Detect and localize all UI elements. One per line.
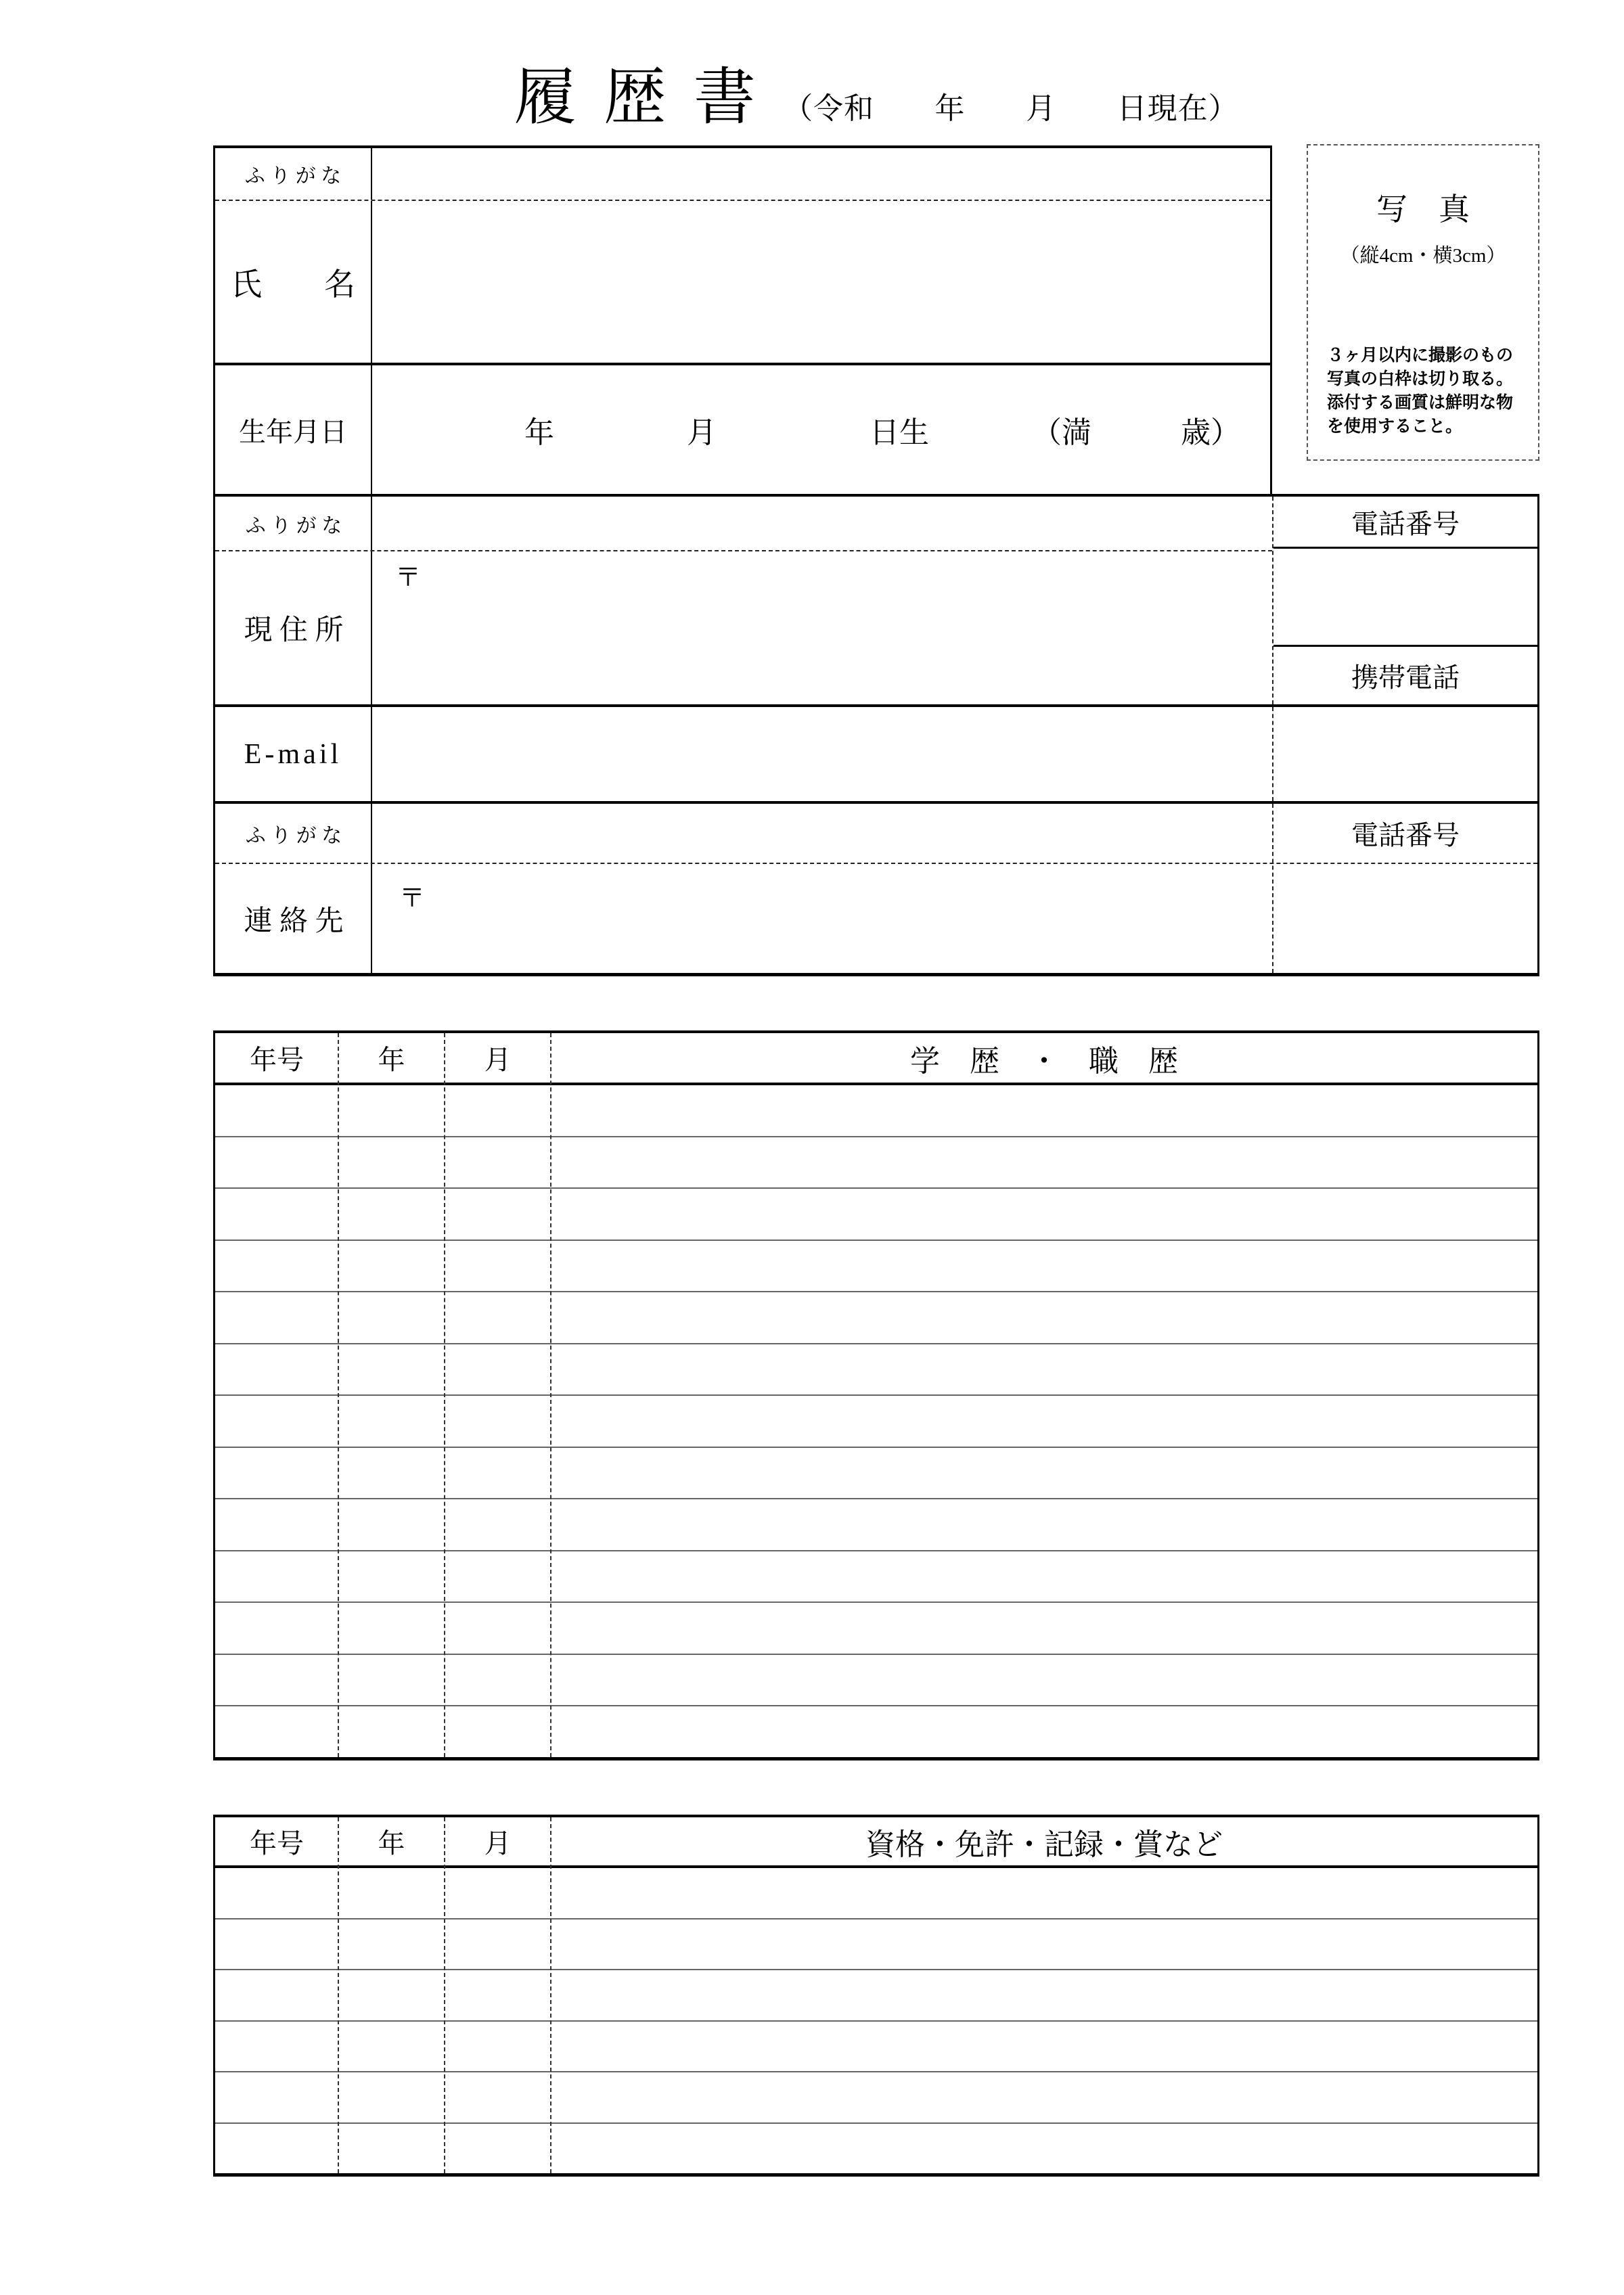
name-table: [213, 145, 1272, 494]
resume-title: 履歴書: [514, 63, 784, 132]
education-table-row[interactable]: [215, 1705, 1537, 1757]
qualification-table-row[interactable]: [215, 2122, 1537, 2174]
birth-age-open: （満: [1032, 416, 1091, 449]
education-table-row[interactable]: [215, 1654, 1537, 1706]
education-table-row[interactable]: [215, 1601, 1537, 1654]
contact-phone-number-label: 電話番号: [1351, 820, 1460, 850]
contact-field[interactable]: [374, 864, 1272, 973]
resume-date-note: （令和 年 月 日現在）: [783, 92, 1239, 125]
qualification-col-divider-3: [550, 1817, 551, 2173]
address-field[interactable]: [374, 551, 1272, 704]
education-table-row[interactable]: [215, 1394, 1537, 1447]
education-table-row[interactable]: [215, 1187, 1537, 1240]
email-row: [213, 704, 1539, 801]
contact-phone-field[interactable]: [1273, 864, 1537, 973]
address-phone-column: [1273, 497, 1537, 704]
qualification-table-row[interactable]: [215, 1918, 1537, 1970]
contact-label: 連 絡 先: [244, 905, 344, 937]
education-history-table: [213, 1030, 1539, 1760]
page-title: [213, 47, 1539, 132]
education-column-header: 学 歴 ・ 職 歴: [910, 1044, 1178, 1078]
qualification-table: [213, 1815, 1539, 2177]
address-furigana-label: ふ り が な: [245, 514, 342, 537]
education-table-row[interactable]: [215, 1447, 1537, 1499]
education-table-row[interactable]: [215, 1085, 1537, 1136]
birth-year-unit: 年: [524, 416, 554, 449]
qualification-table-header: [215, 1817, 1537, 1868]
qualification-col-divider-2: [444, 1817, 445, 2173]
education-table-row[interactable]: [215, 1291, 1537, 1343]
qualification-table-row[interactable]: [215, 2020, 1537, 2072]
name-row: [215, 201, 1270, 365]
education-col-divider-1: [338, 1033, 339, 1757]
birthdate-row: [215, 365, 1270, 494]
photo-instructions: [1308, 344, 1538, 438]
email-field[interactable]: [374, 707, 1272, 801]
contact-furigana-label: ふ り が な: [245, 824, 342, 847]
phone-number-label: 電話番号: [1273, 497, 1537, 549]
qualification-col-divider-1: [338, 1817, 339, 2173]
month-column-header: 月: [484, 1828, 512, 1859]
address-section: [213, 494, 1539, 704]
qualification-table-row[interactable]: [215, 2071, 1537, 2122]
contact-postal-mark: 〒: [399, 884, 426, 913]
name-furigana-label: ふ り が な: [215, 148, 372, 200]
email-label: E-mail: [215, 707, 372, 801]
address-furigana-field[interactable]: [374, 497, 1272, 550]
photo-box[interactable]: [1307, 144, 1539, 461]
name-furigana-row: [215, 148, 1270, 201]
contact-furigana-field[interactable]: [374, 804, 1272, 863]
education-table-row[interactable]: [215, 1343, 1537, 1395]
era-column-header: 年号: [250, 1045, 304, 1075]
qualification-table-body: [215, 1868, 1537, 2173]
education-col-divider-3: [550, 1033, 551, 1757]
education-table-header: [215, 1033, 1537, 1085]
address-label: 現 住 所: [244, 615, 344, 646]
education-table-row[interactable]: [215, 1136, 1537, 1188]
name-field[interactable]: [372, 201, 1270, 363]
name-furigana-field[interactable]: [372, 148, 1270, 200]
mobile-phone-field[interactable]: [1273, 707, 1537, 801]
month-column-header: 月: [484, 1045, 512, 1075]
education-table-body: [215, 1085, 1537, 1757]
education-table-row[interactable]: [215, 1498, 1537, 1550]
birthdate-label: 生年月日: [215, 365, 372, 494]
photo-size-note: （縦4cm・横3cm）: [1340, 245, 1506, 267]
qualification-column-header: 資格・免許・記録・賞など: [865, 1827, 1223, 1861]
birthdate-field[interactable]: [372, 365, 1270, 494]
birth-month-unit: 月: [687, 416, 717, 449]
phone-number-field[interactable]: [1273, 549, 1537, 647]
contact-section: [213, 801, 1539, 976]
birth-age-close: 歳）: [1181, 416, 1240, 449]
education-col-divider-2: [444, 1033, 445, 1757]
education-table-row[interactable]: [215, 1240, 1537, 1292]
year-column-header: 年: [378, 1045, 405, 1075]
era-column-header: 年号: [250, 1828, 304, 1859]
year-column-header: 年: [378, 1828, 405, 1859]
photo-instruction-line: 写真の白枠は切り取る。: [1327, 369, 1514, 388]
qualification-table-row[interactable]: [215, 1969, 1537, 2020]
name-label: 氏 名: [215, 201, 372, 363]
photo-instruction-line: 添付する画質は鮮明な物: [1327, 393, 1514, 412]
mobile-phone-label: 携帯電話: [1351, 662, 1460, 693]
education-table-row[interactable]: [215, 1550, 1537, 1602]
photo-instruction-line: を使用すること。: [1327, 417, 1463, 436]
birth-day-unit: 日生: [870, 416, 929, 449]
postal-mark: 〒: [395, 564, 422, 592]
qualification-table-row[interactable]: [215, 1868, 1537, 1918]
photo-instruction-line: ３ヶ月以内に撮影のもの: [1327, 346, 1514, 365]
photo-title: 写 真: [1376, 192, 1470, 227]
